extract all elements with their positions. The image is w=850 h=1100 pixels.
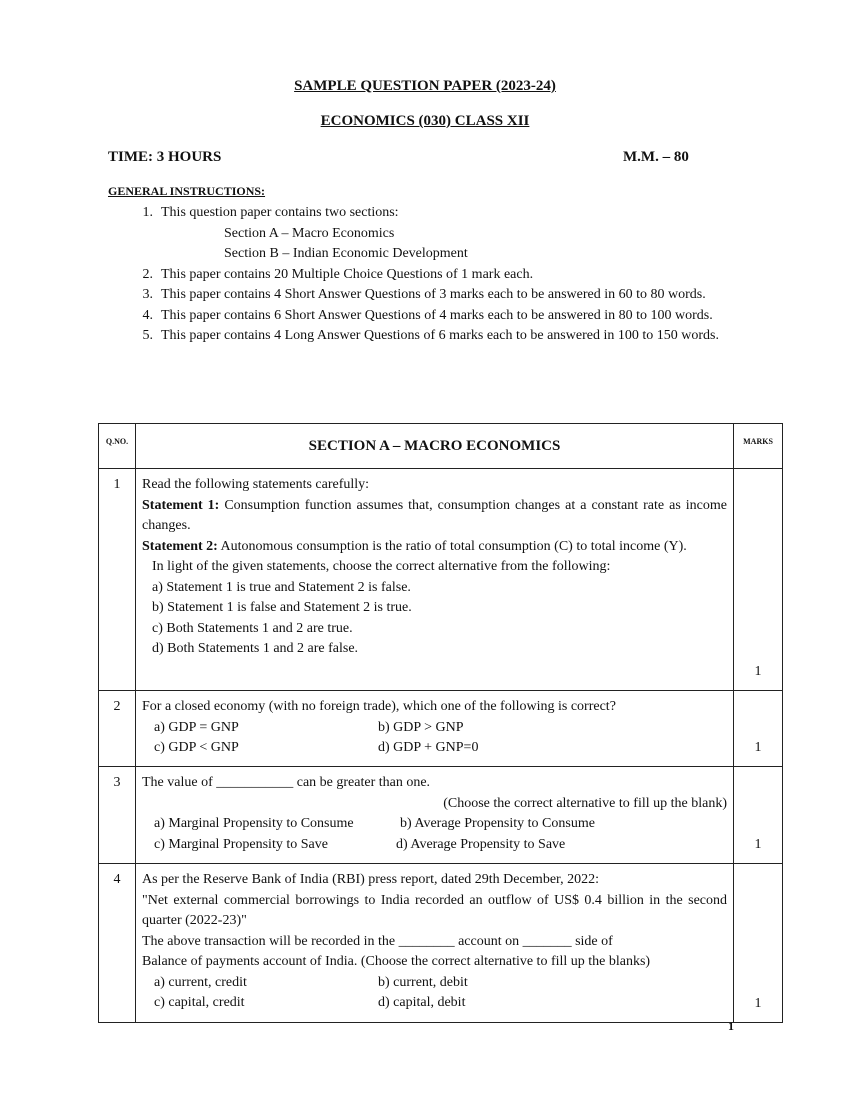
option: d) GDP + GNP=0 [378,740,479,755]
instruction-text: This paper contains 4 Long Answer Questions of 6 marks each to be answered in 100 to 150 words. [161,328,719,343]
option: b) Average Propensity to Consume [400,816,595,831]
option: c) Both Statements 1 and 2 are true. [152,620,353,636]
page-number: 1 [728,1019,734,1033]
statement-1-text: Consumption function assumes that, consumption changes at a constant rate as income changes. [142,497,727,533]
question-text: For a closed economy (with no foreign trade), which one of the following is correct? [142,699,616,714]
question-line: As per the Reserve Bank of India (RBI) press report, dated 29th December, 2022: [142,872,600,887]
question-quote: "Net external commercial borrowings to India recorded an outflow of US$ 0.4 billion in the second quarter (2022-23)" [142,892,727,928]
question-body [136,691,734,767]
instruction-number: 3. [142,287,153,302]
option: c) GDP < GNP [154,740,239,755]
table-row [99,469,783,691]
statement-2 [142,537,727,558]
statement-1 [142,496,727,537]
instruction-item [108,306,748,327]
option: a) Statement 1 is true and Statement 2 is false. [152,579,411,595]
instruction-number: 5. [142,328,153,343]
options-row [142,814,727,835]
instruction-text: This question paper contains two sections: [161,205,399,220]
question-body [136,864,734,1023]
instruction-item [108,203,748,224]
question-hint: (Choose the correct alternative to fill up the blank) [443,795,727,811]
questions-table [98,423,783,1023]
option: d) Both Statements 1 and 2 are false. [152,641,359,656]
table-row [99,691,783,767]
options-row [142,993,727,1014]
option: d) Average Propensity to Save [396,836,566,852]
marks-header: MARKS [734,424,783,469]
instruction-text: This paper contains 6 Short Answer Questions of 4 marks each to be answered in 80 to 100 words. [161,307,713,323]
instruction-number: 4. [142,307,153,323]
option: b) current, debit [378,974,468,990]
options-row [142,835,727,856]
question-number: 3 [99,767,136,864]
option: a) current, credit [154,974,247,990]
table-row [99,864,783,1023]
paper-title: SAMPLE QUESTION PAPER (2023-24) [294,78,556,94]
options-row [142,718,727,739]
statement-1-label: Statement 1: [142,497,220,513]
option: c) capital, credit [154,995,245,1010]
instruction-number: 2. [142,266,153,282]
question-number: 2 [99,691,136,767]
statement-2-text: Autonomous consumption is the ratio of total consumption (C) to total income (Y). [217,538,687,554]
question-marks: 1 [734,767,783,864]
instructions-heading: GENERAL INSTRUCTIONS: [108,184,266,198]
instruction-text: This paper contains 20 Multiple Choice Questions of 1 mark each. [161,266,534,282]
qno-header: Q.NO. [99,424,136,469]
question-line: The above transaction will be recorded in the ________ account on _______ side of [142,933,613,949]
max-marks-label: M.M. – 80 [623,149,689,165]
option: b) Statement 1 is false and Statement 2 is true. [152,600,412,615]
instructions-list [108,203,748,347]
statement-2-label: Statement 2: [142,538,218,554]
time-label: TIME: 3 HOURS [108,149,222,165]
instruction-number: 1. [142,205,153,220]
options-row [142,973,727,994]
question-body [136,469,734,691]
question-text: The value of ___________ can be greater than one. [142,775,431,790]
option: d) capital, debit [378,995,466,1010]
question-marks: 1 [734,691,783,767]
section-a-line: Section A – Macro Economics [224,225,395,241]
option: a) Marginal Propensity to Consume [154,816,354,831]
instruction-item [108,265,748,286]
question-number: 1 [99,469,136,691]
question-body [136,767,734,864]
table-header-row [99,424,783,469]
question-line: Balance of payments account of India. (Choose the correct alternative to fill up the blanks) [142,954,651,969]
question-number: 4 [99,864,136,1023]
table-row [99,767,783,864]
question-intro: Read the following statements carefully: [142,477,370,492]
instruction-text: This paper contains 4 Short Answer Questions of 3 marks each to be answered in 60 to 80 words. [161,287,706,302]
question-marks: 1 [734,864,783,1023]
section-title: SECTION A – MACRO ECONOMICS [136,424,734,469]
option: b) GDP > GNP [378,719,464,735]
option: a) GDP = GNP [154,719,239,735]
question-prompt: In light of the given statements, choose the correct alternative from the following: [152,559,611,574]
options-row [142,738,727,759]
instruction-item [108,326,748,347]
question-marks: 1 [734,469,783,691]
subject-title: ECONOMICS (030) CLASS XII [320,113,530,129]
section-b-line: Section B – Indian Economic Development [224,246,468,261]
instruction-item [108,285,748,306]
option: c) Marginal Propensity to Save [154,836,328,852]
